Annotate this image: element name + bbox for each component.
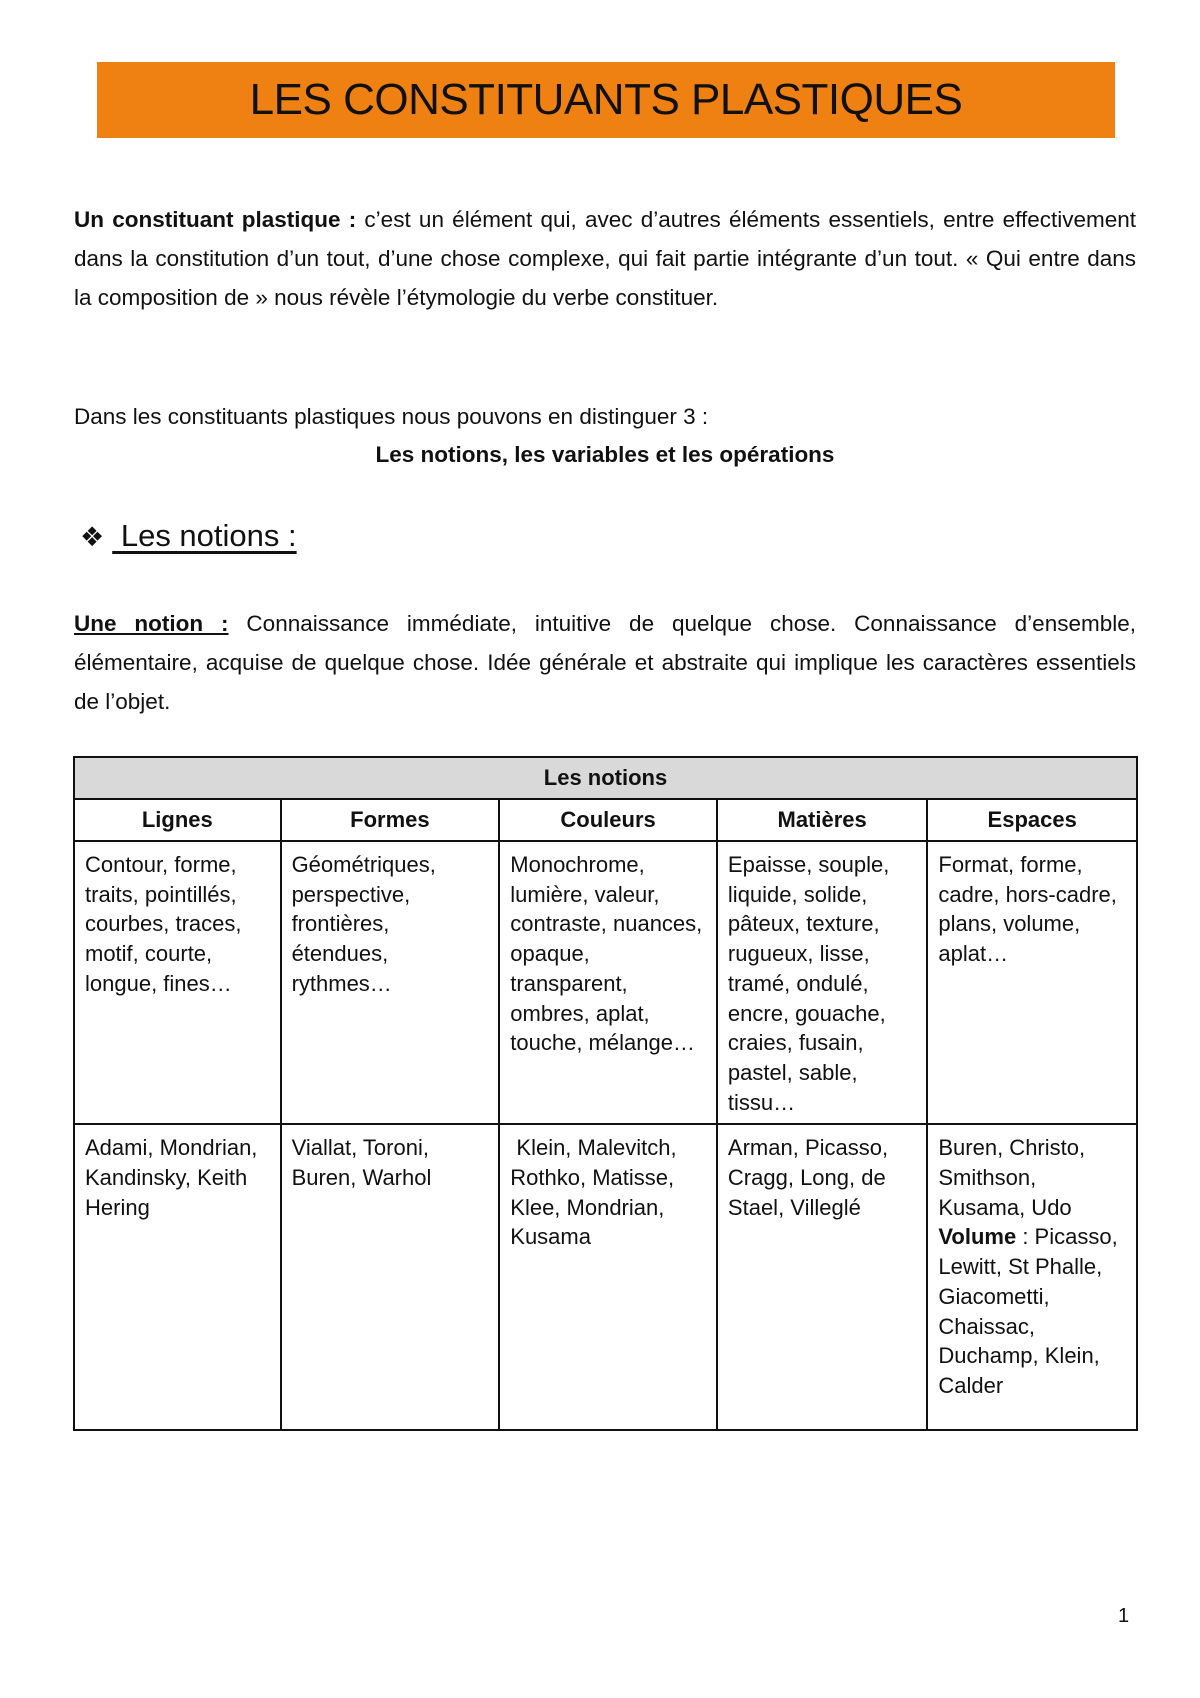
column-header-couleurs: Couleurs — [499, 799, 717, 841]
volume-artists-text: : Picasso, Lewitt, St Phalle, Giacometti, Chaissac, Duchamp, Klein, Calder — [938, 1224, 1118, 1398]
cell-espaces-notions: Format, forme, cadre, hors-cadre, plans, volume, aplat… — [927, 841, 1137, 1124]
notions-table — [73, 756, 1138, 1431]
column-header-formes: Formes — [281, 799, 500, 841]
definition-paragraph — [74, 200, 1136, 317]
section-heading — [80, 512, 297, 561]
definition-term: Un constituant plastique : — [74, 207, 357, 232]
cell-espaces-artists — [927, 1124, 1137, 1430]
notion-definition-text: Connaissance immédiate, intuitive de quelque chose. Connaissance d’ensemble, élémentaire, acquise de quelque chose. Idée générale et abstraite qui implique les caractères essentiels de l’objet. — [74, 611, 1136, 714]
definition-text: c’est un élément qui, avec d’autres éléments essentiels, entre effectivement dans la constitution d’un tout, d’une chose complexe, qui fait partie intégrante d’un tout. « Qui entre dans la composition de » nous révèle l’étymologie du verbe constituer. — [74, 207, 1136, 310]
cell-lignes-notions: Contour, forme, traits, pointillés, courbes, traces, motif, courte, longue, fines… — [74, 841, 281, 1124]
table-row-artists — [74, 1124, 1137, 1430]
column-header-lignes: Lignes — [74, 799, 281, 841]
column-header-matieres: Matières — [717, 799, 927, 841]
page-title: LES CONSTITUANTS PLASTIQUES — [249, 75, 963, 124]
cell-couleurs-notions: Monochrome, lumière, valeur, contraste, nuances, opaque, transparent, ombres, aplat, touche, mélange… — [499, 841, 717, 1124]
intro-bold-line: Les notions, les variables et les opérations — [375, 442, 835, 467]
volume-label: Volume — [938, 1224, 1017, 1250]
cell-lignes-artists: Adami, Mondrian, Kandinsky, Keith Hering — [74, 1124, 281, 1430]
cell-couleurs-artists: Klein, Malevitch, Rothko, Matisse, Klee, Mondrian, Kusama — [499, 1124, 717, 1430]
cell-matieres-artists: Arman, Picasso, Cragg, Long, de Stael, Villeglé — [717, 1124, 927, 1430]
cell-formes-notions: Géométriques, perspective, frontières, étendues, rythmes… — [281, 841, 500, 1124]
cell-formes-artists: Viallat, Toroni, Buren, Warhol — [281, 1124, 500, 1430]
notion-definition-term: Une notion : — [74, 611, 229, 636]
espaces-artists-text: Buren, Christo, Smithson, Kusama, Udo — [938, 1135, 1086, 1220]
table-caption: Les notions — [74, 757, 1137, 799]
cell-matieres-notions: Epaisse, souple, liquide, solide, pâteux, texture, rugueux, lisse, tramé, ondulé, encre, gouache, craies, fusain, pastel, sable, tissu… — [717, 841, 927, 1124]
notion-definition-paragraph — [74, 604, 1136, 721]
page-number: 1 — [1118, 1605, 1130, 1627]
section-heading-text: Les notions : — [112, 518, 297, 553]
page-title-banner — [97, 62, 1115, 138]
column-header-espaces: Espaces — [927, 799, 1137, 841]
intro-paragraph: Dans les constituants plastiques nous pouvons en distinguer 3 : — [74, 404, 709, 429]
table-row-notions — [74, 841, 1137, 1124]
diamond-bullet-icon: ❖ — [80, 522, 105, 552]
